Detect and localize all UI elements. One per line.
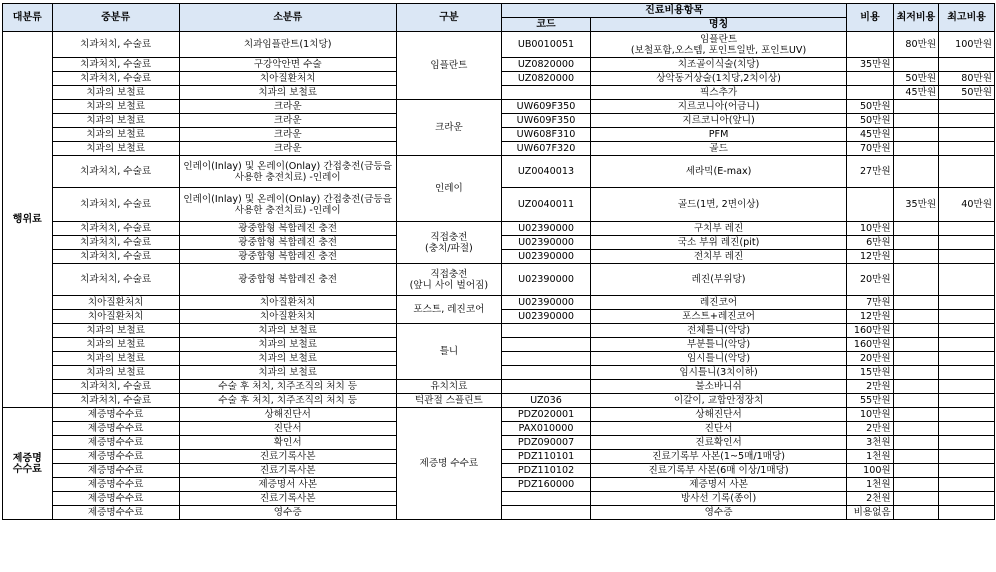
middle-category: 제증명수수료 (52, 492, 179, 506)
item-cost (847, 72, 894, 86)
item-min-cost (893, 338, 938, 352)
table-row (3, 324, 995, 338)
item-name: 지르코니아(앞니) (590, 114, 846, 128)
item-name: 이갈이, 교합안정장치 (590, 394, 846, 408)
division: 틀니 (396, 324, 501, 380)
item-max-cost (939, 100, 995, 114)
minor-category: 영수증 (179, 506, 396, 520)
item-cost (847, 32, 894, 58)
item-code: U02390000 (502, 250, 591, 264)
item-name: 지르코니아(어금니) (590, 100, 846, 114)
item-min-cost (893, 250, 938, 264)
item-code: UZ0820000 (502, 58, 591, 72)
item-min-cost (893, 100, 938, 114)
item-max-cost (939, 422, 995, 436)
minor-category: 치과의 보철료 (179, 366, 396, 380)
item-max-cost (939, 114, 995, 128)
item-code (502, 86, 591, 100)
division: 임플란트 (396, 32, 501, 100)
division: 인레이 (396, 156, 501, 222)
item-name: 포스트+레진코어 (590, 310, 846, 324)
minor-category: 광중합형 복합레진 충전 (179, 222, 396, 236)
item-min-cost (893, 142, 938, 156)
minor-category: 치과의 보철료 (179, 324, 396, 338)
item-cost: 2만원 (847, 422, 894, 436)
item-max-cost (939, 366, 995, 380)
item-min-cost (893, 296, 938, 310)
middle-category: 치과의 보철료 (52, 338, 179, 352)
middle-category: 치과의 보철료 (52, 114, 179, 128)
item-min-cost (893, 222, 938, 236)
item-min-cost: 50만원 (893, 72, 938, 86)
minor-category: 구강악안면 수술 (179, 58, 396, 72)
item-cost: 35만원 (847, 58, 894, 72)
item-cost: 10만원 (847, 408, 894, 422)
middle-category: 제증명수수료 (52, 422, 179, 436)
middle-category: 치과의 보철료 (52, 142, 179, 156)
item-max-cost (939, 128, 995, 142)
item-cost: 비용없음 (847, 506, 894, 520)
item-cost: 27만원 (847, 156, 894, 188)
middle-category: 치과의 보철료 (52, 128, 179, 142)
minor-category: 상해진단서 (179, 408, 396, 422)
item-cost: 50만원 (847, 114, 894, 128)
division: 유치치료 (396, 380, 501, 394)
minor-category: 광중합형 복합레진 충전 (179, 264, 396, 296)
middle-category: 치과의 보철료 (52, 366, 179, 380)
item-min-cost: 45만원 (893, 86, 938, 100)
minor-category: 치과의 보철료 (179, 86, 396, 100)
header-code: 코드 (502, 18, 591, 32)
table-row (3, 32, 995, 58)
middle-category: 치과처치, 수술료 (52, 380, 179, 394)
item-name: 전치부 레진 (590, 250, 846, 264)
item-min-cost (893, 506, 938, 520)
item-name: 상해진단서 (590, 408, 846, 422)
item-max-cost (939, 296, 995, 310)
item-max-cost (939, 156, 995, 188)
item-min-cost (893, 394, 938, 408)
minor-category: 치과의 보철료 (179, 352, 396, 366)
middle-category: 치과의 보철료 (52, 86, 179, 100)
item-max-cost (939, 142, 995, 156)
minor-category: 진단서 (179, 422, 396, 436)
item-cost (847, 86, 894, 100)
table-row (3, 156, 995, 188)
item-code: U02390000 (502, 264, 591, 296)
item-max-cost (939, 464, 995, 478)
major-category: 행위료 (3, 32, 53, 408)
item-min-cost: 80만원 (893, 32, 938, 58)
item-name: 진료확인서 (590, 436, 846, 450)
item-code (502, 324, 591, 338)
item-code: UW608F310 (502, 128, 591, 142)
item-cost (847, 188, 894, 222)
minor-category: 제증명서 사본 (179, 478, 396, 492)
table-row (3, 264, 995, 296)
minor-category: 확인서 (179, 436, 396, 450)
middle-category: 치과의 보철료 (52, 324, 179, 338)
item-code: PDZ160000 (502, 478, 591, 492)
item-code (502, 352, 591, 366)
minor-category: 광중합형 복합레진 충전 (179, 250, 396, 264)
middle-category: 치과처치, 수술료 (52, 58, 179, 72)
header-middle: 중분류 (52, 4, 179, 32)
item-max-cost (939, 380, 995, 394)
item-name: 불소바니쉬 (590, 380, 846, 394)
item-min-cost (893, 478, 938, 492)
middle-category: 치과의 보철료 (52, 352, 179, 366)
item-min-cost (893, 236, 938, 250)
item-cost: 20만원 (847, 352, 894, 366)
item-max-cost (939, 264, 995, 296)
item-name: 임시틀니(악당) (590, 352, 846, 366)
item-code: UZ0040013 (502, 156, 591, 188)
item-name: PFM (590, 128, 846, 142)
item-cost: 70만원 (847, 142, 894, 156)
item-min-cost (893, 58, 938, 72)
item-cost: 160만원 (847, 324, 894, 338)
middle-category: 치과의 보철료 (52, 100, 179, 114)
middle-category: 치과처치, 수술료 (52, 250, 179, 264)
table-row (3, 394, 995, 408)
item-max-cost (939, 394, 995, 408)
middle-category: 제증명수수료 (52, 478, 179, 492)
table-row (3, 408, 995, 422)
minor-category: 수술 후 처치, 치주조직의 처치 등 (179, 380, 396, 394)
item-name: 임시틀니(3치이하) (590, 366, 846, 380)
minor-category: 치아질환처치 (179, 296, 396, 310)
middle-category: 치과처치, 수술료 (52, 72, 179, 86)
item-code (502, 366, 591, 380)
item-cost: 2천원 (847, 492, 894, 506)
item-code: UW609F350 (502, 100, 591, 114)
major-category: 제증명 수수료 (3, 408, 53, 520)
minor-category: 수술 후 처치, 치주조직의 처치 등 (179, 394, 396, 408)
item-min-cost (893, 128, 938, 142)
item-min-cost (893, 366, 938, 380)
item-min-cost (893, 408, 938, 422)
item-max-cost (939, 338, 995, 352)
header-max: 최고비용 (939, 4, 995, 32)
middle-category: 치아질환처치 (52, 296, 179, 310)
item-max-cost (939, 324, 995, 338)
fee-table (2, 3, 995, 520)
item-code: PDZ020001 (502, 408, 591, 422)
item-min-cost (893, 264, 938, 296)
table-row (3, 296, 995, 310)
item-name: 임플란트 (보철포함,오스템, 포인트일반, 포인트UV) (590, 32, 846, 58)
item-max-cost (939, 222, 995, 236)
minor-category: 진료기록사본 (179, 450, 396, 464)
header-item-group: 진료비용항목 (502, 4, 847, 18)
item-code: PDZ110101 (502, 450, 591, 464)
middle-category: 치과처치, 수술료 (52, 236, 179, 250)
middle-category: 치과처치, 수술료 (52, 32, 179, 58)
item-cost: 100원 (847, 464, 894, 478)
item-code (502, 492, 591, 506)
item-max-cost (939, 352, 995, 366)
item-code: PDZ110102 (502, 464, 591, 478)
item-cost: 10만원 (847, 222, 894, 236)
item-min-cost (893, 324, 938, 338)
item-cost: 160만원 (847, 338, 894, 352)
middle-category: 제증명수수료 (52, 450, 179, 464)
item-name: 레진(부위당) (590, 264, 846, 296)
item-name: 골드 (590, 142, 846, 156)
minor-category: 치과의 보철료 (179, 338, 396, 352)
item-max-cost (939, 450, 995, 464)
header-name: 명칭 (590, 18, 846, 32)
item-min-cost (893, 464, 938, 478)
item-name: 영수증 (590, 506, 846, 520)
item-cost: 1천원 (847, 478, 894, 492)
item-code: U02390000 (502, 296, 591, 310)
item-min-cost (893, 422, 938, 436)
header-major: 대분류 (3, 4, 53, 32)
table-row (3, 222, 995, 236)
item-code: U02390000 (502, 222, 591, 236)
item-cost: 55만원 (847, 394, 894, 408)
middle-category: 치아질환처치 (52, 310, 179, 324)
item-min-cost (893, 352, 938, 366)
item-cost: 12만원 (847, 310, 894, 324)
division: 직접충전 (충치/파절) (396, 222, 501, 264)
item-cost: 20만원 (847, 264, 894, 296)
item-name: 진료기록부 사본(6매 이상/1매당) (590, 464, 846, 478)
middle-category: 제증명수수료 (52, 436, 179, 450)
item-max-cost (939, 310, 995, 324)
item-cost: 15만원 (847, 366, 894, 380)
item-code: UZ0820000 (502, 72, 591, 86)
item-cost: 50만원 (847, 100, 894, 114)
minor-category: 인레이(Inlay) 및 온레이(Onlay) 간접충전(금등을 사용한 충전치료) -인레이 (179, 188, 396, 222)
division: 직접충전 (앞니 사이 벌어짐) (396, 264, 501, 296)
middle-category: 제증명수수료 (52, 408, 179, 422)
item-name: 진료기록부 사본(1~5매/1매당) (590, 450, 846, 464)
minor-category: 크라운 (179, 100, 396, 114)
table-row (3, 100, 995, 114)
item-name: 부분틀니(악당) (590, 338, 846, 352)
division: 턱관절 스플린트 (396, 394, 501, 408)
minor-category: 인레이(Inlay) 및 온레이(Onlay) 간접충전(금등을 사용한 충전치료) -인레이 (179, 156, 396, 188)
item-code (502, 338, 591, 352)
item-cost: 45만원 (847, 128, 894, 142)
middle-category: 치과처치, 수술료 (52, 222, 179, 236)
minor-category: 크라운 (179, 114, 396, 128)
item-code: U02390000 (502, 236, 591, 250)
item-code: PAX010000 (502, 422, 591, 436)
item-code: U02390000 (502, 310, 591, 324)
item-max-cost: 40만원 (939, 188, 995, 222)
item-name: 레진코어 (590, 296, 846, 310)
item-min-cost (893, 492, 938, 506)
division: 크라운 (396, 100, 501, 156)
minor-category: 치아질환처치 (179, 310, 396, 324)
middle-category: 치과처치, 수술료 (52, 188, 179, 222)
item-max-cost (939, 250, 995, 264)
division: 제증명 수수료 (396, 408, 501, 520)
item-min-cost: 35만원 (893, 188, 938, 222)
item-max-cost (939, 236, 995, 250)
item-min-cost (893, 436, 938, 450)
division: 포스트, 레진코어 (396, 296, 501, 324)
item-name: 전체틀니(악당) (590, 324, 846, 338)
item-max-cost (939, 506, 995, 520)
item-name: 방사선 기록(종이) (590, 492, 846, 506)
item-min-cost (893, 114, 938, 128)
item-name: 픽스추가 (590, 86, 846, 100)
item-name: 진단서 (590, 422, 846, 436)
item-code: UZ0040011 (502, 188, 591, 222)
item-name: 상악동거상술(1치당,2치이상) (590, 72, 846, 86)
item-min-cost (893, 450, 938, 464)
item-cost: 2만원 (847, 380, 894, 394)
item-max-cost: 80만원 (939, 72, 995, 86)
item-max-cost (939, 478, 995, 492)
minor-category: 크라운 (179, 142, 396, 156)
item-cost: 6만원 (847, 236, 894, 250)
header-cost: 비용 (847, 4, 894, 32)
item-code (502, 506, 591, 520)
minor-category: 크라운 (179, 128, 396, 142)
item-name: 국소 부위 레진(pit) (590, 236, 846, 250)
item-code: UW607F320 (502, 142, 591, 156)
item-name: 구치부 레진 (590, 222, 846, 236)
item-max-cost: 100만원 (939, 32, 995, 58)
middle-category: 치과처치, 수술료 (52, 394, 179, 408)
item-code: UB0010051 (502, 32, 591, 58)
minor-category: 치과임플란트(1치당) (179, 32, 396, 58)
minor-category: 광중합형 복합레진 충전 (179, 236, 396, 250)
header-division: 구분 (396, 4, 501, 32)
item-cost: 12만원 (847, 250, 894, 264)
minor-category: 치아질환처치 (179, 72, 396, 86)
minor-category: 진료기록사본 (179, 492, 396, 506)
item-code: UZ036 (502, 394, 591, 408)
item-min-cost (893, 380, 938, 394)
middle-category: 제증명수수료 (52, 464, 179, 478)
item-max-cost (939, 408, 995, 422)
item-name: 제증명서 사본 (590, 478, 846, 492)
item-cost: 3천원 (847, 436, 894, 450)
header-min: 최저비용 (893, 4, 938, 32)
minor-category: 진료기록사본 (179, 464, 396, 478)
middle-category: 치과처치, 수술료 (52, 156, 179, 188)
item-max-cost (939, 436, 995, 450)
item-code: UW609F350 (502, 114, 591, 128)
item-cost: 1천원 (847, 450, 894, 464)
item-name: 세라믹(E-max) (590, 156, 846, 188)
item-max-cost: 50만원 (939, 86, 995, 100)
header-minor: 소분류 (179, 4, 396, 32)
middle-category: 치과처치, 수술료 (52, 264, 179, 296)
item-max-cost (939, 492, 995, 506)
item-min-cost (893, 156, 938, 188)
item-name: 골드(1면, 2면이상) (590, 188, 846, 222)
item-name: 치조골이식술(치당) (590, 58, 846, 72)
item-min-cost (893, 310, 938, 324)
item-code (502, 380, 591, 394)
item-max-cost (939, 58, 995, 72)
table-row (3, 380, 995, 394)
item-code: PDZ090007 (502, 436, 591, 450)
item-cost: 7만원 (847, 296, 894, 310)
middle-category: 제증명수수료 (52, 506, 179, 520)
